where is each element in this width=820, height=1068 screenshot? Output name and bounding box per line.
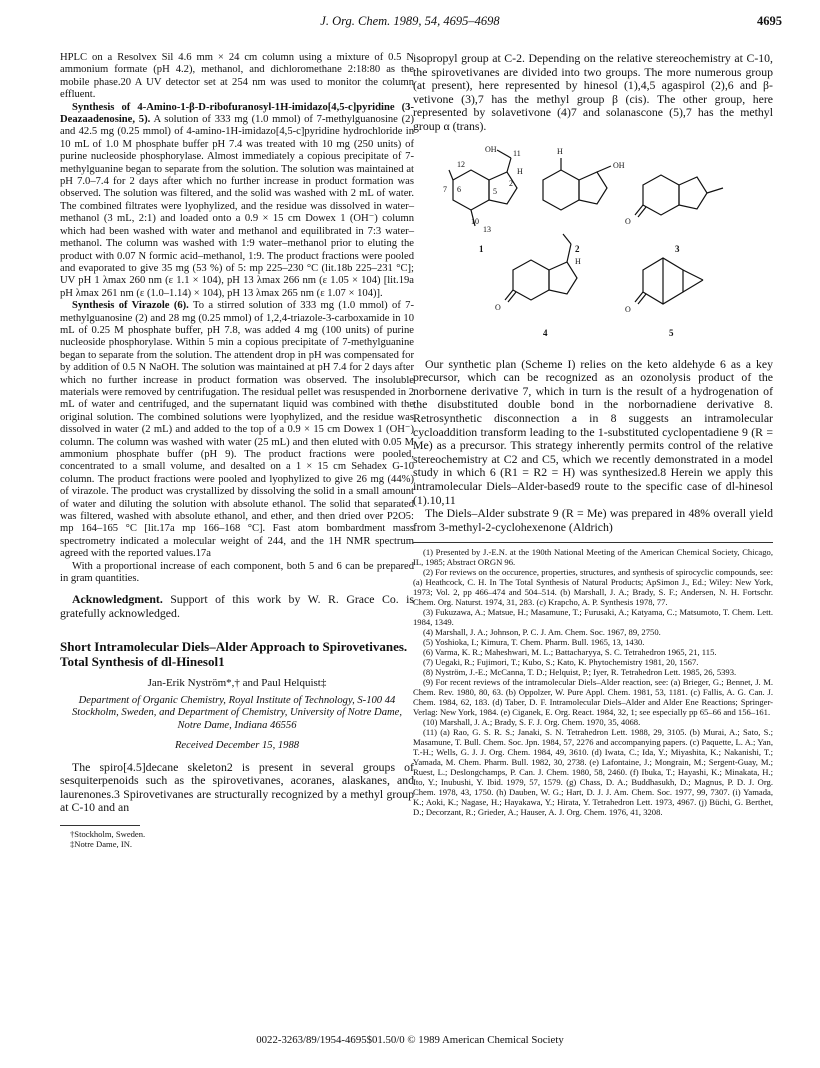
ack-body: Support of this work by W. R. Grace Co. is gratefully acknowledged.	[60, 592, 414, 621]
footnotes	[413, 547, 773, 817]
acknowledgment	[60, 593, 414, 620]
footnote-item: (8) Nyström, J.-E.; McCanna, T. D.; Helquist, P.; Iyer, R. Tetrahedron Lett. 1985, 26, 5393.	[423, 667, 737, 678]
struct5-bond	[683, 270, 703, 280]
received-date: Received December 15, 1988	[174, 740, 300, 752]
struct1-bond-2	[497, 150, 511, 158]
struct4-ring-a	[513, 260, 549, 300]
struct3-bond-3	[638, 207, 646, 217]
running-header	[0, 8, 820, 32]
footnote-item: (2) For reviews on the occurence, properties, structures, and synthesis of spirocyclic compounds, see: (a) Heathcock, C. H. In The Total Synthesis of Natural Products; ApSimon J., Ed.; Wiley: New York, 1973; Vol. 2, pp 466–474 and 504–514. (b) Marshall, J. A.; Brady, S. F.; Andersen, N. H. Fortschr. Chem. Org. Naturst. 1974, 31, 283. (c) Krapcho, A. P. Synthesis 1978, 77.	[413, 567, 773, 608]
struct1-bond	[507, 158, 511, 172]
right-column	[413, 52, 773, 817]
compound-label-2: 2	[575, 243, 580, 254]
footnote-item: (6) Varma, K. R.; Maheshwari, M. L.; Battacharyya, S. C. Tetrahedron 1965, 21, 115.	[423, 647, 717, 658]
structures-svg	[413, 140, 773, 350]
footnote-ddagger: ‡Notre Dame, IN.	[70, 839, 133, 850]
struct4-bond-2	[563, 234, 571, 244]
struct2-ring-b	[579, 172, 607, 204]
atom-h: H	[517, 166, 523, 176]
atom-7: 7	[443, 184, 447, 194]
struct2-ring-a	[543, 170, 579, 210]
struct3-bond-2	[635, 205, 643, 215]
paragraph-stereochemistry: isopropyl group at C-2. Depending on the relative stereochemistry at C-10, the spirovetivanes are divided into two groups. The more numerous group (at present), here represented by hinesol (1),4,5 agaspirol (2),6 and β-vetivone (3),7 has the methyl group β (cis). The other group, here represented by solavetivone (4)7 and solanascone (5),7 has the methyl group α (trans).	[413, 51, 773, 133]
atom-o-4: O	[495, 302, 501, 312]
structure-figure	[413, 140, 773, 350]
compound-label-3: 3	[675, 243, 680, 254]
footnote-item: (5) Yoshioka, I.; Kimura, T. Chem. Pharm. Bull. 1965, 13, 1430.	[423, 637, 645, 648]
atom-11: 11	[513, 148, 521, 158]
footnote-rule	[413, 542, 773, 543]
authors: Jan-Erik Nyström*,† and Paul Helquist‡	[147, 676, 327, 689]
paragraph-synthesis-6	[60, 300, 414, 561]
footnote-item: (11) (a) Rao, G. S. R. S.; Janaki, S. N. Tetrahedron Lett. 1988, 29, 3105. (b) Murai, A.; Sato, S.; Masamune, T. Bull. Chem. Soc. Jpn. 1984, 57, 2276 and accompanying papers. (c) Paquette, L. A.; Yan, T.-H.; Wells, G. J. J. Org. Chem. 1984, 49, 3610. (d) Iwata, C.; Ida, Y.; Miyashita, K.; Nakanishi, T.; Yamada, M. Chem. Pharm. Bull. 1982, 30, 2738. (e) Lafontaine, J.; Mongrain, M.; Sergent-Guay, M.; Ruest, L.; Deslongchamps, P. Can. J. Chem. 1980, 58, 2460. (f) Ibuka, T.; Hayashi, K.; Minakata, H.; Ito, Y.; Inubushi, Y. Ibid. 1979, 57, 1579. (g) Chass, D. A.; Buddhasukh, D.; Magnus, P. D. J. Org. Chem. 1978, 43, 1750. (h) Dauben, W. G.; Hart, D. J. J. Am. Chem. Soc. 1977, 99, 7307. (i) Yamada, K.; Aoki, K.; Nagase, H.; Hayakawa, Y.; Hirata, Y. Tetrahedron Lett. 1973, 4967. (j) Büchi, G. Berthet, D.; Decorzant, R.; Grieder, A.; Hauser, A. J. Org. Chem. 1976, 41, 3208.	[413, 727, 773, 818]
body-synthesis-6: To a stirred solution of 333 mg (1.0 mmol) of 7-methylguanosine (2) and 28 mg (0.25 mmol) of 1,2,4-triazole-3-carboxamide in 10 mL of 0.25 M phosphate buffer, pH 7.8, was added 4 mg (100 units) of purine nucleoside phosphorylase. Within 5 min a copious precipitate of 7-methylguanine began to separate from the solution. The attendent drop in pH was compensated for by addition of 0.5 N NaOH. The solution was maintained at pH 7.4 for 2 days after which no further increase in product formation was observed. The insoluble materials were removed by centrifugation. The residual pellet was resuspended in 2 mL of water and centrifuged, and the supernatant liquid was combined with the original solution. The combined solutions were lyophylized, and the residue was dissolved in water (2 mL) and added to the top of a 0.9 × 15 cm Dowex 1 (OH⁻) column. The column was washed with water (25 mL) and then eluted with 0.05 M ammonium phosphate buffer (pH 9). The product fractions were pooled, concentrated to a small volume, and desalted on a 1 × 15 cm Sehadex G-10 column. The product fractions were pooled and lyophylized to give 26 mg (44%) of virazole. The product was crystallized by dissolving the solid in a small amount of water and diluting the solution with absolute ethanol. The solid that separated was filtered, washed with absolute ethanol, and ether, and then dried over P2O5: mp 164–165 °C [lit.17a mp 166–168 °C]. Fast atom bombardment mass spectrometry indicated a molecular weight of 244, and the 1H NMR spectrum agreed with the reported values.17a	[60, 300, 414, 560]
paragraph-substrate: The Diels–Alder substrate 9 (R = Me) was prepared in 48% overall yield from 3-methyl-2-cyclohexenone (Aldrich)	[413, 506, 773, 534]
atom-h-2: H	[557, 146, 563, 156]
atom-o-3: O	[625, 216, 631, 226]
affiliation: Department of Organic Chemistry, Royal Institute of Technology, S-100 44 Stockholm, Sweden, and Department of Chemistry, University of Notre Dame, Notre Dame, Indiana 46556	[71, 695, 403, 731]
paragraph-hplc: HPLC on a Resolvex Sil 4.6 mm × 24 cm column using a mixture of 0.5 N ammonium formate (pH 4.2), methanol, and dichloromethane 2:18:80 as the mobile phase.20 A UV detector set at 254 nm was used to monitor the column effluent.	[60, 52, 414, 101]
paragraph-synthetic-plan: Our synthetic plan (Scheme I) relies on the keto aldehyde 6 as a key precursor, which can be recognized as an ozonolysis product of the norbornene derivative 7, which in turn is the result of a hydrogenation of the disubstituted double bond in the norbornadiene derivative 8. Retrosynthetic disconnection a in 8 suggests an intramolecular cycloaddition transform leading to the 1-substituted cyclopentadiene 9 (R = Me) as a precursor. This strategy inherently permits control of the relative stereochemistry at C2 and C5, which we recently demonstrated in a model study in which 6 (R1 = R2 = H) was synthesized.8 Herein we apply this intramolecular Diels–Alder-based9 route to the specific case of dl-hinesol (1).10,11	[413, 356, 773, 507]
compound-label-4: 4	[543, 327, 548, 338]
atom-h-4: H	[575, 256, 581, 266]
atom-12: 12	[457, 159, 465, 169]
paragraph-intro: The spiro[4.5]decane skeleton2 is present in several groups of sesquiterpenoids such as the spirovetivanes, acoranes, alaskanes, and laurenones.3 Spirovetivanes are structurally recognized by a methyl group at C-10 and an	[60, 759, 414, 815]
struct4-bond-3	[505, 290, 513, 300]
struct3-ring-b	[679, 177, 707, 209]
page-number: 4695	[757, 14, 782, 28]
paragraph-synthesis-5	[60, 102, 414, 301]
compound-label-5: 5	[669, 327, 674, 338]
struct3-ring-a	[643, 175, 679, 215]
heading-synthesis-6: Synthesis of Virazole (6).	[72, 300, 189, 312]
struct2-bond	[597, 166, 611, 172]
footnote-item: (10) Marshall, J. A.; Brady, S. F. J. Org. Chem. 1970, 35, 4068.	[423, 717, 641, 728]
struct4-bond	[567, 244, 571, 262]
article-title: Short Intramolecular Diels–Alder Approach to Spirovetivanes. Total Synthesis of dl-Hinesol1	[60, 638, 408, 669]
atom-oh: OH	[485, 144, 497, 154]
struct3-bond	[707, 188, 723, 193]
footnote-item: (4) Marshall, J. A.; Johnson, P. C. J. Am. Chem. Soc. 1967, 89, 2750.	[423, 627, 661, 638]
atom-oh-2: OH	[613, 160, 625, 170]
struct4-bond-4	[508, 292, 516, 302]
atom-5: 5	[493, 186, 497, 196]
left-column	[60, 52, 414, 849]
footnote-item: (9) For recent reviews of the intramolecular Diels–Alder reaction, see: (a) Brieger, G.; Bennet, J. M. Chem. Rev. 1980, 80, 63. (b) Oppolzer, W. Pure Appl. Chem. 1981, 53, 1181. (c) Fallis, A. G. Can. J. Chem. 1984, 62, 183. (d) Taber, D. F. Intramolecular Diels–Alder and Alder Ene Reactions; Springer-Verlag: New York, 1984. (e) Ciganek, E. Org. React. 1984, 32, 1; see especially pp 65–66 and 156–161.	[413, 677, 773, 718]
page-footer: 0022-3263/89/1954-4695$01.50/0 © 1989 American Chemical Society	[256, 1034, 564, 1046]
footnote-item: (3) Fukuzawa, A.; Matsue, H.; Masamune, T.; Furusaki, A.; Katyama, C.; Matsumoto, T. Chem. Lett. 1984, 1349.	[413, 607, 773, 628]
atom-o-5: O	[625, 304, 631, 314]
atom-13: 13	[483, 224, 491, 234]
struct5-bond-3	[635, 292, 643, 302]
footnote-item: (7) Uegaki, R.; Fujimori, T.; Kubo, S.; Kato, K. Phytochemistry 1981, 20, 1567.	[423, 657, 699, 668]
journal-citation: J. Org. Chem. 1989, 54, 4695–4698	[320, 14, 500, 28]
struct5-bond-2	[683, 280, 703, 292]
atom-2: 2	[509, 178, 513, 188]
footnote-divider	[60, 825, 140, 826]
atom-6: 6	[457, 184, 461, 194]
paragraph-proportional: With a proportional increase of each component, both 5 and 6 can be prepared in gram quantities.	[60, 560, 414, 585]
footnote-dagger: †Stockholm, Sweden.	[70, 829, 146, 840]
footnote-item: (1) Presented by J.-E.N. at the 190th National Meeting of the American Chemical Society, Chicago, IL, 1985; Abstract ORGN 96.	[413, 547, 773, 568]
struct5-bond-4	[638, 294, 646, 304]
body-synthesis-5: A solution of 333 mg (1.0 mmol) of 7-methylguanosine (2) and 42.5 mg (0.25 mmol) of 4-amino-1H-imidazo[4,5-c]pyridine hydrochloride in 10 mL of 1.0 M phosphate buffer pH 7.4 was treated with 10 mg (250 units) of purine nucleoside phosphorylase. Almost immediately a copious precipitate of 7-methylguanine began to separate from the solution. The solution was maintained at pH 7.0–7.4 for 2 days after which no further increase in product formation was observed. The solution was filtered, and the solid was washed with 2 mL of water. The combined filtrates were lyophylized, and the residue was dissolved in water–methanol (3 mL, 2:1) and loaded onto a 0.9 × 15 cm Dowex 1 (OH⁻) column which had been washed with water and methanol and equilibrated in 7:3 water–methanol. The column was washed with 1:9 water–methanol prior to eluting the product with 0.07 N formic acid–methanol, 1:9. The product fractions were pooled and evaporated to give 35 mg (53 %) of 5: mp 225–230 °C (lit.18b 225–231 °C]; UV pH 1 λmax 260 nm (ε 1.1 × 104), pH 13 λmax 266 nm (ε 1.05 × 104) [lit.19a pH λmax 261 nm (ε (1.0–1.14) × 104), pH 13 λmax 265 nm (ε 1.07 × 104)].	[60, 114, 414, 299]
compound-label-1: 1	[479, 243, 484, 254]
struct1-bond-4	[449, 170, 453, 180]
ack-title: Acknowledgment.	[72, 592, 163, 607]
heading-synthesis-5: Synthesis of 4-Amino-1-β-D-ribofuranosyl-1H-imidazo[4,5-c]pyridine (3-Deazaadenosine, 5).	[60, 101, 414, 126]
struct4-ring-b	[549, 262, 577, 294]
atom-10: 10	[471, 216, 479, 226]
